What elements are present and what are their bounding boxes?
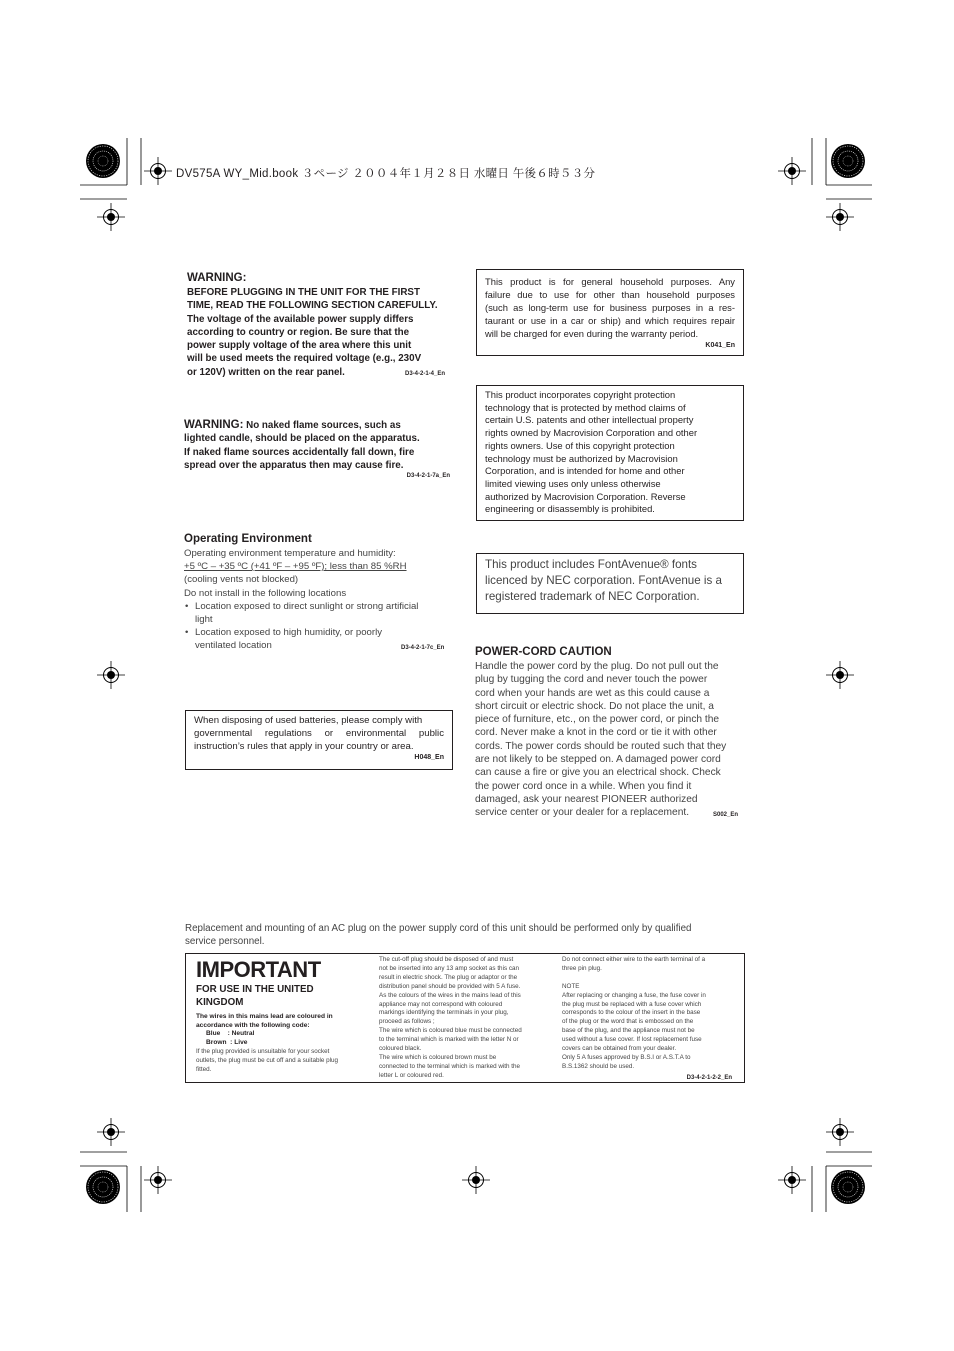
text-line: coloured black. [379,1045,422,1053]
text-line: of the plug or the word that is embossed on the [562,1018,694,1026]
text-line: Do not connect either wire to the earth terminal of a [562,956,706,963]
text-line: base of the plug, and the appliance must not be [562,1027,695,1035]
text-line: the power cord once in a while. When you find it [475,780,692,792]
text-line: damaged, ask your nearest PIONEER authorized [475,793,698,805]
text-line: The cut-off plug should be disposed of and must [379,956,514,963]
text-line: will be charged for even during the warranty period. [485,328,699,339]
text-line: rights owned by Macrovision Corporation and other [485,427,698,439]
text-line: ventilated location [195,640,272,652]
important-title: IMPORTANT [196,957,321,982]
text-line: instruction’s rules that apply in your country or area. [194,741,414,752]
text-line: service center or your dealer for a replacement. [475,807,690,819]
text-line: authorized by Macrovision Corporation. Reverse [485,490,686,502]
doc-code: H048_En [414,754,444,761]
text-line: Blue : Neutral [206,1030,255,1038]
important-column-1 [196,957,376,1075]
text-line: certain U.S. patents and other intellectual property [485,414,694,426]
important-column-2 [379,956,559,1081]
fontavenue-notice [476,553,744,614]
text-line: The wire which is coloured brown must be [379,1053,497,1061]
text-line: This product is for general household purposes. Any [485,276,735,287]
important-uk-box [185,953,745,1083]
text-line: Only 5 A fuses approved by B.S.I or A.S.T.A to [562,1053,691,1061]
text-line: governmental regulations or environmental public [194,728,444,739]
text-line: light [195,614,213,626]
text-line: (such as long-term use for business purposes in a res- [485,302,735,313]
warning-title: WARNING: [187,272,247,284]
doc-code: S002_En [713,812,739,819]
text-line: This product includes FontAvenue® fonts [485,558,697,571]
text-line: After replacing or changing a fuse, the fuse cover in [562,991,706,999]
text-line: Location exposed to high humidity, or poorly [195,627,383,639]
replacement-note [185,922,755,949]
text-line: used without a fuse cover. If lost replacement fuse [562,1036,702,1044]
warning-flame [184,419,454,479]
text-line: Replacement and mounting of an AC plug on the power supply cord of this unit should be performed only by qualified [185,923,692,934]
bullet: • [185,600,189,612]
text-line: service personnel. [185,936,265,948]
text-line: Handle the power cord by the plug. Do not pull out the [475,661,719,672]
text-line: appliance may not correspond with coloured [379,1000,503,1008]
text-line: If the plug provided is unsuitable for your socket [196,1048,330,1056]
warning-line: according to country or region. Be sure that the [187,326,410,338]
warning-line: The voltage of the available power supply differs [187,313,414,325]
text-line: covers can be obtained from your dealer. [562,1045,677,1053]
operating-environment [184,532,454,653]
text-line: the plug must be replaced with a fuse cover which [562,1000,702,1008]
text-line: piece of furniture, etc., on the power cord, or pinch the [475,714,720,726]
text-line: limited viewing uses only unless otherwise [485,477,661,489]
text-line: technology must be authorized by Macrovision [485,452,678,464]
warning-line: If naked flame sources accidentally fall down, fire [184,446,415,458]
warning-title: WARNING: [184,419,244,431]
text-line: registered trademark of NEC Corporation. [485,590,700,603]
text-line: outlets, the plug must be cut off and a suitable plug [196,1057,339,1065]
text-line [562,974,740,983]
text-line: corresponds to the colour of the insert in the base [562,1009,701,1017]
text-line: to the terminal which is marked with the letter N or [379,1036,519,1044]
text-line: KINGDOM [196,996,244,1008]
text-line: Location exposed to direct sunlight or strong artificial [195,600,419,612]
text-line: result in electric shock. The plug or adaptor or the [379,973,518,981]
text-line: failure due to use for other than household purposes [485,289,735,300]
text-line: technology that is protected by method claims of [485,401,686,413]
section-title: POWER-CORD CAUTION [475,646,612,658]
text-line: are not likely to be stepped on. A damaged power cord [475,754,721,766]
copyright-notice [476,385,744,521]
text-line: can cause a fire or give you an electrical shock. Check [475,767,721,779]
text-line: taurant or use in a car or ship) and which requires repair [485,315,735,326]
text-line: rights owners. Use of this copyright protection [485,439,675,451]
text-line: As the colours of the wires in the mains lead of this [379,991,521,999]
text-line: fitted. [196,1066,212,1074]
text-line: markings identifying the terminals in your plug, [379,1009,509,1017]
doc-code: D3-4-2-1-2-2_En [686,1074,732,1081]
warning-voltage [187,271,457,379]
text-line: licenced by NEC corporation. FontAvenue is a [485,574,722,587]
text-line: distribution panel should be provided with 5 A fuse. [379,982,521,990]
important-column-3 [562,956,740,1083]
text-line: cord when your hands are wet as this could cause a [475,687,710,699]
text-line: letter L or coloured red. [379,1071,444,1079]
doc-code: D3-4-2-1-4_En [405,370,446,377]
text-line: (cooling vents not blocked) [184,574,299,586]
warning-line: BEFORE PLUGGING IN THE UNIT FOR THE FIRST [187,287,420,298]
section-title: Operating Environment [184,533,312,545]
text-line: three pin plug. [562,964,602,972]
text-line: proceed as follows ; [379,1018,435,1026]
text-line: engineering or disassembly is prohibited. [485,503,655,515]
text-line: Operating environment temperature and humidity: [184,548,396,559]
text-line: When disposing of used batteries, please comply with [194,715,423,726]
warning-line: lighted candle, should be placed on the apparatus. [184,433,420,445]
text-line: plug by tugging the cord and never touch the power [475,674,708,686]
text-line: NOTE [562,982,580,990]
text-line: cords. The power cords should be routed such that they [475,740,727,752]
power-cord-caution [475,645,747,820]
text-line: accordance with the following code: [196,1021,310,1029]
text-line: short circuit or electric shock. Do not place the unit, a [475,700,714,712]
warning-line: will be used meets the required voltage (e.g., 230V [187,353,422,365]
warning-line: TIME, READ THE FOLLOWING SECTION CAREFULLY. [187,300,438,312]
doc-code: D3-4-2-1-7a_En [406,473,450,480]
text-line: connected to the terminal which is marked with the [379,1062,521,1070]
text-line: The wire which is coloured blue must be connected [379,1027,522,1035]
batteries-notice [185,710,453,770]
file-header: DV575A WY_Mid.book ３ページ ２００４年１月２８日 水曜日 午後６時５３分 [176,168,596,180]
warning-line: or 120V) written on the rear panel. [187,366,345,378]
bullet: • [185,627,189,639]
doc-code: D3-4-2-1-7c_En [401,645,445,652]
doc-code: K041_En [705,342,735,349]
text-line: FOR USE IN THE UNITED [196,984,314,995]
text-line: cord. Never make a knot in the cord or tie it with other [475,727,717,739]
warning-line: No naked flame sources, such as [243,420,401,431]
text-line: +5 ºC – +35 ºC (+41 ºF – +95 ºF); less than 85 %RH [184,561,407,573]
text-line: Corporation, and is intended for home and other [485,465,685,477]
warning-line: power supply voltage of the area where this unit [187,340,412,352]
text-line: not be inserted into any 13 amp socket as this can [379,964,520,972]
text-line: Brown : Live [206,1039,248,1047]
text-line: B.S.1362 should be used. [562,1062,635,1070]
text-line: Do not install in the following locations [184,587,347,599]
household-notice [476,269,744,356]
warning-line: spread over the apparatus then may cause fire. [184,459,404,471]
text-line: This product incorporates copyright protection [485,389,676,400]
text-line: The wires in this mains lead are coloured in [196,1012,333,1020]
